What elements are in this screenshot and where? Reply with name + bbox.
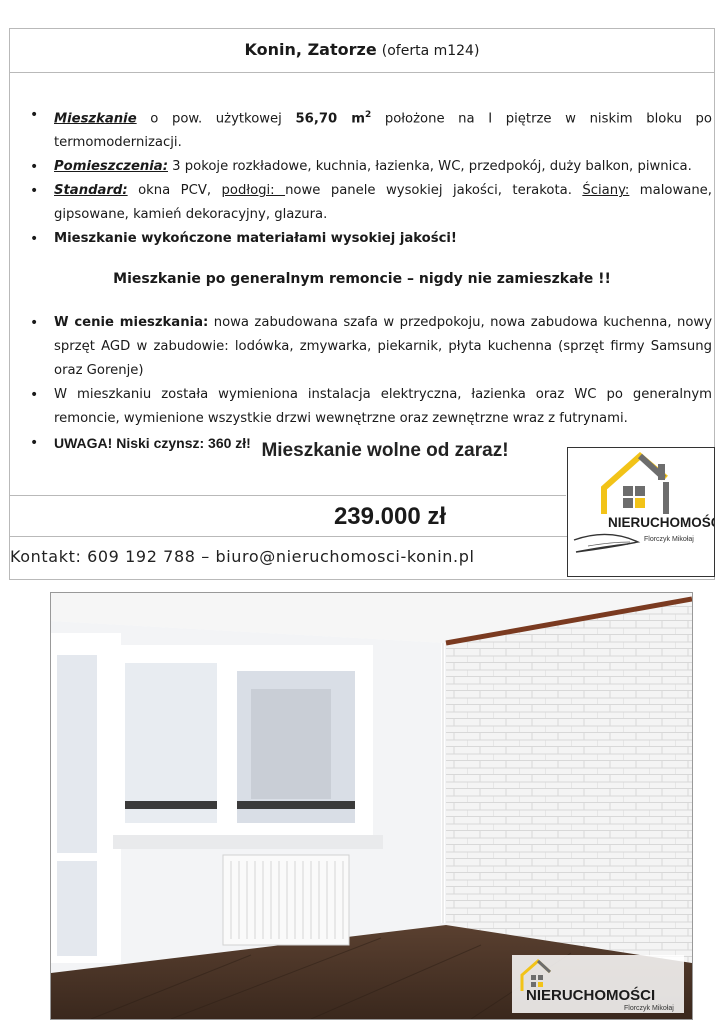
list-item: [10, 103, 714, 155]
feature-underlined: Ściany:: [582, 183, 630, 199]
watermark-brand-text: NIERUCHOMOŚCI: [526, 987, 656, 1004]
house-logo-icon: [512, 955, 684, 1013]
detail-lead: W cenie mieszkania:: [54, 315, 209, 331]
photo-watermark-logo: [512, 955, 684, 1013]
offer-title: [10, 29, 714, 73]
divider: [10, 495, 566, 496]
detail-text: nowa zabudowana szafa w przedpokoju, nowa zabudowa kuchenna, nowy sprzęt AGD w zabudowie: lodówka, zmywarka, piekarnik, płyta kuchenna (sprzęt firmy Samsung oraz Gorenje): [54, 315, 712, 379]
feature-text: nowe panele wysokiej jakości, terakota.: [285, 183, 583, 199]
watermark-owner-text: Florczyk Mikołaj: [624, 1005, 674, 1012]
feature-lead: Pomieszczenia:: [54, 159, 168, 175]
list-item: [10, 311, 714, 383]
feature-lead: Standard:: [54, 183, 128, 199]
logo-owner-text: Florczyk Mikołaj: [644, 536, 694, 543]
agency-logo: [567, 447, 715, 577]
feature-text: malowane, gipsowane, kamień dekoracyjny, glazura.: [54, 183, 712, 223]
renovation-headline: Mieszkanie po generalnym remoncie – nigdy nie zamieszkałe !!: [113, 271, 611, 288]
feature-area-unit-sup: 2: [364, 110, 372, 120]
availability-note: Mieszkanie wolne od zaraz!: [261, 440, 509, 461]
list-item: [10, 155, 714, 179]
features-list: [10, 103, 714, 251]
price: 239.000 zł: [333, 503, 447, 530]
logo-brand-text: NIERUCHOMOŚCI: [608, 515, 714, 530]
feature-underlined: podłogi:: [221, 183, 286, 199]
feature-bold: Mieszkanie wykończone materiałami wysokiej jakości!: [54, 231, 457, 247]
feature-text: okna PCV,: [127, 183, 222, 199]
list-item: [10, 383, 714, 431]
contact-line: Kontakt: 609 192 788 – biuro@nieruchomosci-konin.pl: [10, 547, 475, 566]
detail-text: W mieszkaniu została wymieniona instalacja elektryczna, łazienka oraz WC po generalnym remoncie, wymienione wszystkie drzwi wewnętrzne oraz zewnętrzne wraz z futrynami.: [54, 387, 712, 427]
feature-text: o pow. użytkowej: [136, 111, 296, 127]
feature-area: 56,70 m: [295, 111, 365, 127]
house-logo-icon: [568, 448, 714, 576]
list-item: [10, 179, 714, 227]
feature-text: 3 pokoje rozkładowe, kuchnia, łazienka, WC, przedpokój, duży balkon, piwnica.: [167, 159, 692, 175]
offer-location: Konin, Zatorze: [244, 40, 377, 59]
offer-code: (oferta m124): [381, 43, 480, 59]
rent-note: UWAGA! Niski czynsz: 360 zł!: [54, 435, 251, 452]
offer-description: [10, 103, 714, 457]
apartment-photo: [50, 592, 693, 1020]
feature-text: położone na I piętrze w niskim bloku po termomodernizacji.: [54, 111, 712, 151]
list-item: [10, 227, 714, 251]
details-list: [10, 311, 714, 457]
feature-lead: Mieszkanie: [54, 111, 137, 127]
